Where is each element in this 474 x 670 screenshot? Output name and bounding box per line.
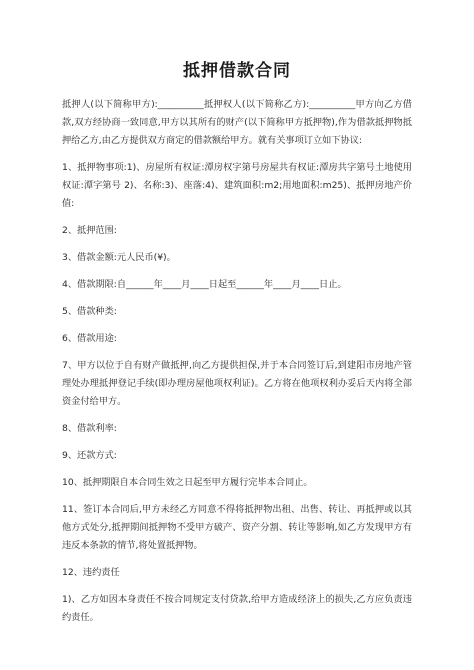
- paragraph-section-2: 2、抵押范围:: [62, 225, 117, 236]
- paragraph-section-12: 12、违约责任: [62, 567, 120, 578]
- paragraph-section-4: 4、借款期限:自______年____月____日起至______年____月____日止。: [62, 279, 347, 290]
- paragraph-section-10: 10、抵押期限自本合同生效之日起至甲方履行完毕本合同止。: [62, 477, 313, 488]
- paragraph-section-7: 7、甲方以位于自有财产做抵押,向乙方提供担保,并于本合同签订后,到建阳市房地产管理处办理抵押登记手续(即办理房屋他项权利证)。乙方将在他项权利办妥后天内将全部资金付给甲方。: [62, 360, 412, 407]
- document-title: 抵押借款合同: [183, 61, 291, 81]
- paragraph-section-12-1: 1)、乙方如因本身责任不按合同规定支付贷款,给甲方造成经济上的损失,乙方应负责违约责任。: [62, 594, 412, 623]
- paragraph-section-3: 3、借款金额:元人民币(¥)。: [62, 252, 176, 263]
- paragraph-intro: 抵押人(以下简称甲方):__________抵押权人(以下简称乙方):__________甲方向乙方借款,双方经协商一致同意,甲方以其所有的财产(以下简称甲方抵押物),作为借款抵押物抵押给乙方,由乙方提供双方商定的借款额给甲方。就有关事项订立如下协议:: [62, 99, 412, 146]
- paragraph-section-1: 1、抵押物事项:1)、房屋所有权证:潭房权字第号房屋共有权证:潭房共字第号土地使用权证:潭字第号 2)、名称:3)、座落:4)、建筑面积:m2;用地面积:m25)、抵押房地产价值:: [62, 162, 412, 209]
- document-body: [62, 96, 412, 627]
- paragraph-section-8: 8、借款利率:: [62, 423, 117, 434]
- paragraph-section-6: 6、借款用途:: [62, 333, 117, 344]
- paragraph-section-9: 9、还款方式:: [62, 450, 117, 461]
- paragraph-section-11: 11、签订本合同后,甲方未经乙方同意不得将抵押物出租、出售、转让、再抵押或以其他方式处分,抵押期间抵押物不受甲方破产、资产分割、转让等影响,如乙方发现甲方有违反本条款的情节,将处置抵押物。: [62, 504, 412, 551]
- paragraph-section-5: 5、借款种类:: [62, 306, 117, 317]
